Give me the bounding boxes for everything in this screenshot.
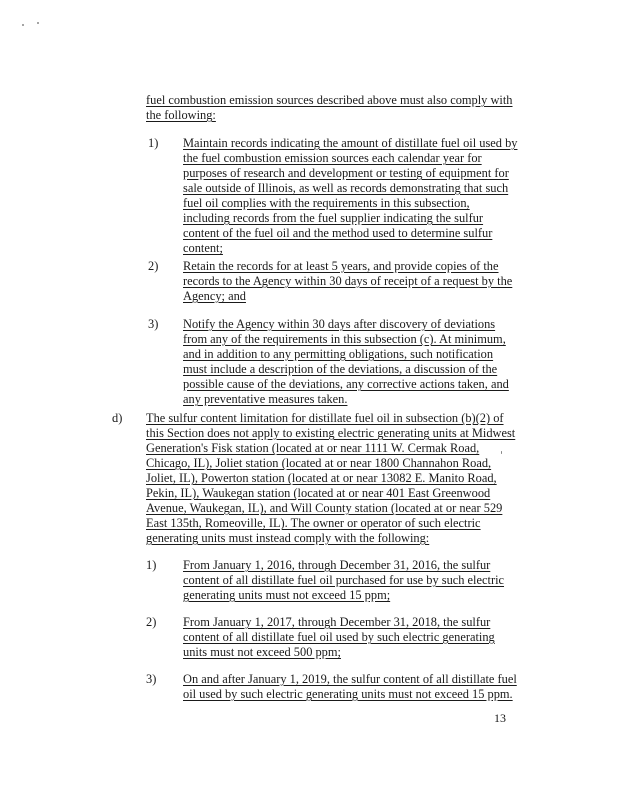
item-line: Agency; and [183, 289, 246, 303]
subsection-line: Joliet, IL), Powerton station (located at or near 13082 E. Manito Road, [146, 471, 497, 485]
item-line: including records from the fuel supplier indicating the sulfur [183, 211, 484, 225]
item-line: must include a description of the deviations, a discussion of the [183, 362, 498, 376]
item-line: sale outside of Illinois, as well as records demonstrating that such [183, 181, 509, 195]
scan-speck [37, 22, 39, 24]
item-line: units must not exceed 500 ppm; [183, 645, 341, 659]
scan-speck [501, 451, 502, 454]
item-line: content of all distillate fuel oil purchased for use by such electric [183, 573, 505, 587]
item-line: and in addition to any permitting obligations, such notification [183, 347, 494, 361]
subsection-line: Generation's Fisk station (located at or near 1111 W. Cermak Road, [146, 441, 480, 455]
subsection-line: this Section does not apply to existing electric generating units at Midwest [146, 426, 516, 440]
item-line: oil used by such electric generating units must not exceed 15 ppm. [183, 687, 513, 701]
page-number: 13 [494, 711, 506, 725]
item-line: generating units must not exceed 15 ppm; [183, 588, 391, 602]
intro-line: fuel combustion emission sources described above must also comply with [146, 93, 513, 107]
scan-speck [22, 24, 24, 26]
item-line: content of all distillate fuel oil used by such electric generating [183, 630, 495, 644]
item-line: any preventative measures taken. [183, 392, 348, 406]
subsection-line: Pekin, IL), Waukegan station (located at or near 401 East Greenwood [146, 486, 491, 500]
item-line: purposes of research and development or testing of equipment for [183, 166, 509, 180]
item-line: On and after January 1, 2019, the sulfur content of all distillate fuel [183, 672, 517, 686]
item-line: the fuel combustion emission sources each calendar year for [183, 151, 482, 165]
item-line: From January 1, 2017, through December 31, 2018, the sulfur [183, 615, 491, 629]
subsection-marker: d) [112, 411, 123, 425]
subsection-line: East 135th, Romeoville, IL). The owner or operator of such electric [146, 516, 481, 530]
subsection-line: Chicago, IL), Joliet station (located at or near 1800 Channahon Road, [146, 456, 492, 470]
item-line: content; [183, 241, 223, 255]
intro-line: the following: [146, 108, 216, 122]
item-line: From January 1, 2016, through December 31, 2016, the sulfur [183, 558, 491, 572]
subsection-line: The sulfur content limitation for distillate fuel oil in subsection (b)(2) of [146, 411, 504, 425]
item-line: Retain the records for at least 5 years, and provide copies of the [183, 259, 499, 273]
item-marker: 1) [146, 558, 157, 572]
item-marker: 3) [146, 672, 157, 686]
item-line: content of the fuel oil and the method used to determine sulfur [183, 226, 493, 240]
item-line: from any of the requirements in this subsection (c). At minimum, [183, 332, 506, 346]
item-line: Notify the Agency within 30 days after discovery of deviations [183, 317, 496, 331]
item-line: possible cause of the deviations, any corrective actions taken, and [183, 377, 509, 391]
item-marker: 2) [146, 615, 157, 629]
item-marker: 2) [148, 259, 159, 273]
subsection-line: generating units must instead comply with the following: [146, 531, 430, 545]
item-marker: 3) [148, 317, 159, 331]
item-line: Maintain records indicating the amount of distillate fuel oil used by [183, 136, 518, 150]
subsection-line: Avenue, Waukegan, IL), and Will County station (located at or near 529 [146, 501, 503, 515]
item-marker: 1) [148, 136, 159, 150]
item-line: records to the Agency within 30 days of receipt of a request by the [183, 274, 513, 288]
item-line: fuel oil complies with the requirements in this subsection, [183, 196, 470, 210]
